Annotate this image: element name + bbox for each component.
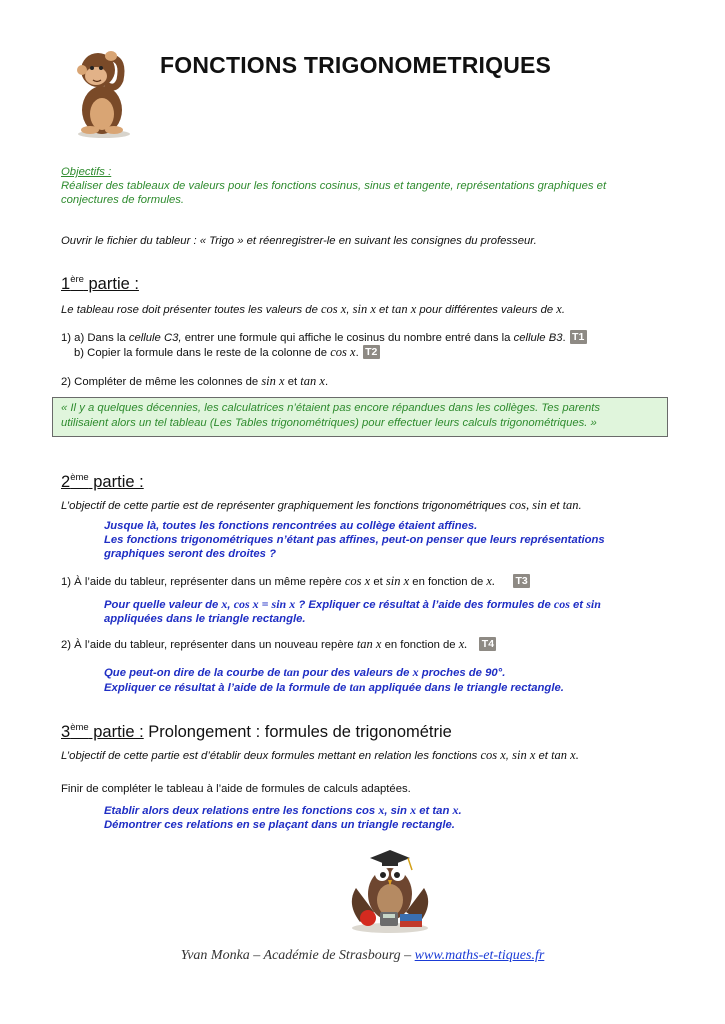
footer [0, 948, 725, 964]
footer-website-link[interactable]: www.maths-et-tiques.fr [414, 948, 545, 963]
thinking-monkey-illustration [64, 40, 136, 140]
footer-author: Yvan Monka – Académie de Strasbourg – [180, 948, 415, 963]
objectives-line-2: conjectures de formules. [61, 194, 185, 206]
part-2-description: L’objectif de cette partie est de représenter graphiquement les fonctions trigonométriques cos, sin et tan. [61, 498, 582, 512]
part-3-heading: 3ème partie : Prolongement : formules de trigonométrie [61, 722, 452, 741]
question-2: 2) Compléter de même les colonnes de sin x et tan x. [61, 374, 329, 388]
tutorial-badge-t3: T3 [513, 574, 530, 588]
part-2-question-1: 1) À l’aide du tableur, représenter dans un même repère cos x et sin x en fonction de x. T3 [61, 574, 530, 589]
graduate-owl-illustration [342, 842, 438, 934]
history-note-line-2: utilisaient alors un tel tableau (Les Tables trigonométriques) pour effectuer leurs calculs trigonométriques. » [61, 417, 597, 429]
page-title: FONCTIONS TRIGONOMETRIQUES [160, 52, 552, 78]
part-3-instruction: Finir de compléter le tableau à l’aide de formules de calculs adaptées. [61, 783, 411, 795]
part-2-question-2: 2) À l’aide du tableur, représenter dans un nouveau repère tan x en fonction de x. T4 [61, 637, 496, 652]
history-note-box [52, 397, 668, 437]
part-2-note-cos-sin: Pour quelle valeur de x, cos x = sin x ? Expliquer ce résultat à l’aide des formules de cos et sin appliquées dans le triangle rectangle. [104, 597, 601, 625]
tutorial-badge-t1: T1 [570, 330, 587, 344]
part-3-note-relations: Etablir alors deux relations entre les fonctions cos x, sin x et tan x. Démontrer ces relations en se plaçant dans un triangle rectangle. [104, 803, 462, 831]
tutorial-badge-t2: T2 [363, 345, 380, 359]
part-2-note-affine: Jusque là, toutes les fonctions rencontrées au collège étaient affines. Les fonctions trigonométriques n’étant pas affines, peut-on penser que leurs représentations graphiques seront des droites ? [104, 520, 605, 560]
part-1-heading: 1ère partie : [61, 274, 139, 293]
history-note-line-1: « Il y a quelques décennies, les calculatrices n’étaient pas encore répandues dans les collèges. Tes parents [61, 402, 601, 414]
part-2-note-tan: Que peut-on dire de la courbe de tan pour des valeurs de x proches de 90°. Expliquer ce résultat à l’aide de la formule de tan appliquée dans le triangle rectangle. [104, 665, 564, 694]
question-1b: b) Copier la formule dans le reste de la colonne de cos x. T2 [74, 345, 380, 360]
objectives-line-1: Réaliser des tableaux de valeurs pour les fonctions cosinus, sinus et tangente, représentations graphiques et [61, 180, 607, 192]
part-2-heading: 2ème partie : [61, 472, 144, 491]
objectives-label: Objectifs : [61, 166, 112, 178]
intro-instruction: Ouvrir le fichier du tableur : « Trigo » et réenregistrer-le en suivant les consignes du professeur. [61, 235, 537, 247]
part-1-description: Le tableau rose doit présenter toutes les valeurs de cos x, sin x et tan x pour différentes valeurs de x. [61, 302, 565, 316]
part-3-description: L’objectif de cette partie est d’établir deux formules mettant en relation les fonctions cos x, sin x et tan x. [61, 748, 579, 762]
question-1a: 1) a) Dans la cellule C3, entrer une formule qui affiche le cosinus du nombre entré dans la cellule B3. T1 [61, 330, 587, 345]
objectives-block [61, 165, 606, 207]
tutorial-badge-t4: T4 [479, 637, 496, 651]
